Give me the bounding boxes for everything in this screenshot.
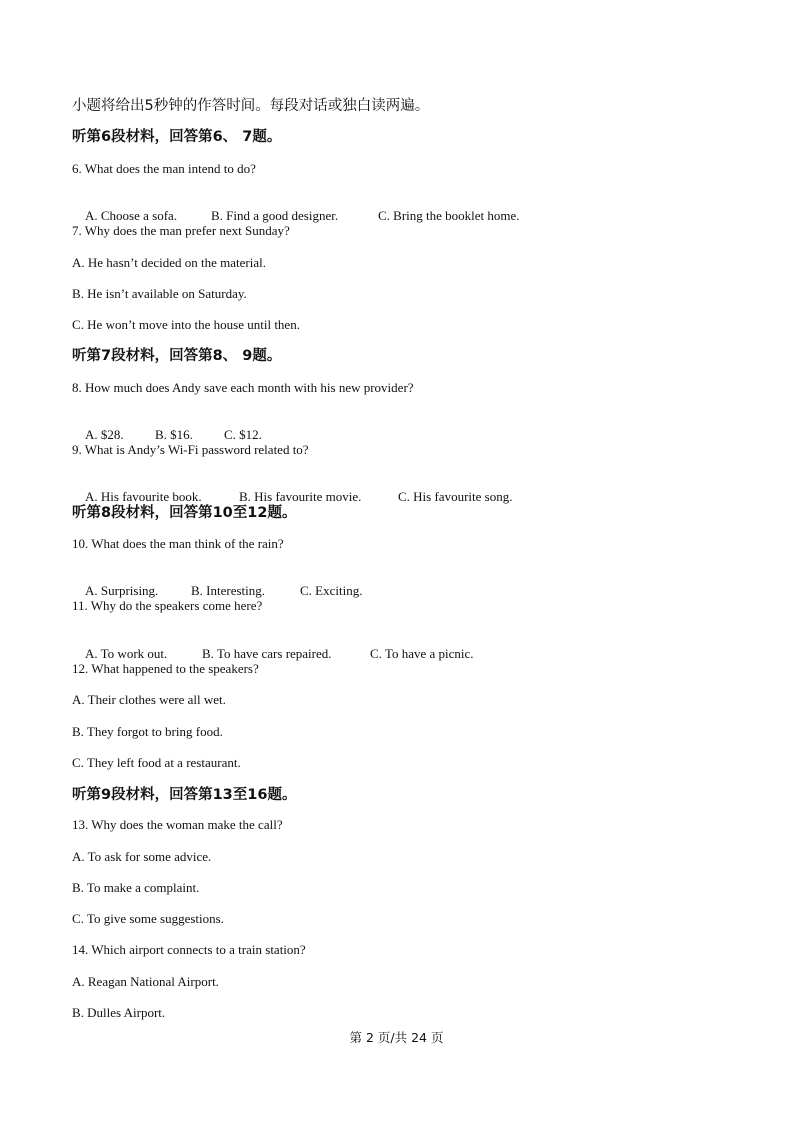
option-11c: C. To have a picnic.: [370, 646, 474, 661]
question-6: 6. What does the man intend to do?: [72, 161, 256, 176]
section-heading-7: 听第7段材料，回答第8、 9题。: [72, 348, 282, 364]
option-14a: A. Reagan National Airport.: [72, 974, 219, 989]
question-9: 9. What is Andy’s Wi-Fi password related to?: [72, 442, 309, 457]
option-7a: A. He hasn’t decided on the material.: [72, 255, 266, 270]
option-9b: B. His favourite movie.: [239, 489, 362, 504]
section-heading-9: 听第9段材料，回答第13至16题。: [72, 787, 297, 803]
option-6c: C. Bring the booklet home.: [378, 208, 520, 223]
option-7c: C. He won’t move into the house until then.: [72, 317, 300, 332]
option-10b: B. Interesting.: [191, 583, 266, 598]
option-8a: A. $28.: [85, 427, 124, 442]
option-12c: C. They left food at a restaurant.: [72, 755, 241, 770]
option-9c: C. His favourite song.: [398, 489, 513, 504]
option-12a: A. Their clothes were all wet.: [72, 692, 226, 707]
option-13b: B. To make a complaint.: [72, 880, 200, 895]
question-10: 10. What does the man think of the rain?: [72, 536, 284, 551]
intro-text: 小题将给出5秒钟的作答时间。每段对话或独白读两遍。: [72, 98, 430, 114]
option-10a: A. Surprising.: [85, 583, 159, 598]
option-6b: B. Find a good designer.: [211, 208, 339, 223]
option-8c: C. $12.: [224, 427, 262, 442]
option-14b: B. Dulles Airport.: [72, 1005, 166, 1020]
section-heading-6: 听第6段材料，回答第6、 7题。: [72, 129, 282, 145]
page-footer: 第 2 页/共 24 页: [349, 1030, 444, 1045]
option-11a: A. To work out.: [85, 646, 168, 661]
section-heading-8: 听第8段材料，回答第10至12题。: [72, 505, 297, 521]
question-7: 7. Why does the man prefer next Sunday?: [72, 223, 290, 238]
option-10c: C. Exciting.: [300, 583, 363, 598]
option-13c: C. To give some suggestions.: [72, 911, 224, 926]
option-12b: B. They forgot to bring food.: [72, 724, 223, 739]
option-11b: B. To have cars repaired.: [202, 646, 332, 661]
question-14: 14. Which airport connects to a train station?: [72, 942, 306, 957]
question-12: 12. What happened to the speakers?: [72, 661, 259, 676]
option-8b: B. $16.: [155, 427, 193, 442]
question-8: 8. How much does Andy save each month with his new provider?: [72, 380, 414, 395]
option-13a: A. To ask for some advice.: [72, 849, 212, 864]
question-13: 13. Why does the woman make the call?: [72, 817, 283, 832]
option-6a: A. Choose a sofa.: [85, 208, 178, 223]
option-7b: B. He isn’t available on Saturday.: [72, 286, 247, 301]
option-9a: A. His favourite book.: [85, 489, 202, 504]
question-11: 11. Why do the speakers come here?: [72, 598, 263, 613]
